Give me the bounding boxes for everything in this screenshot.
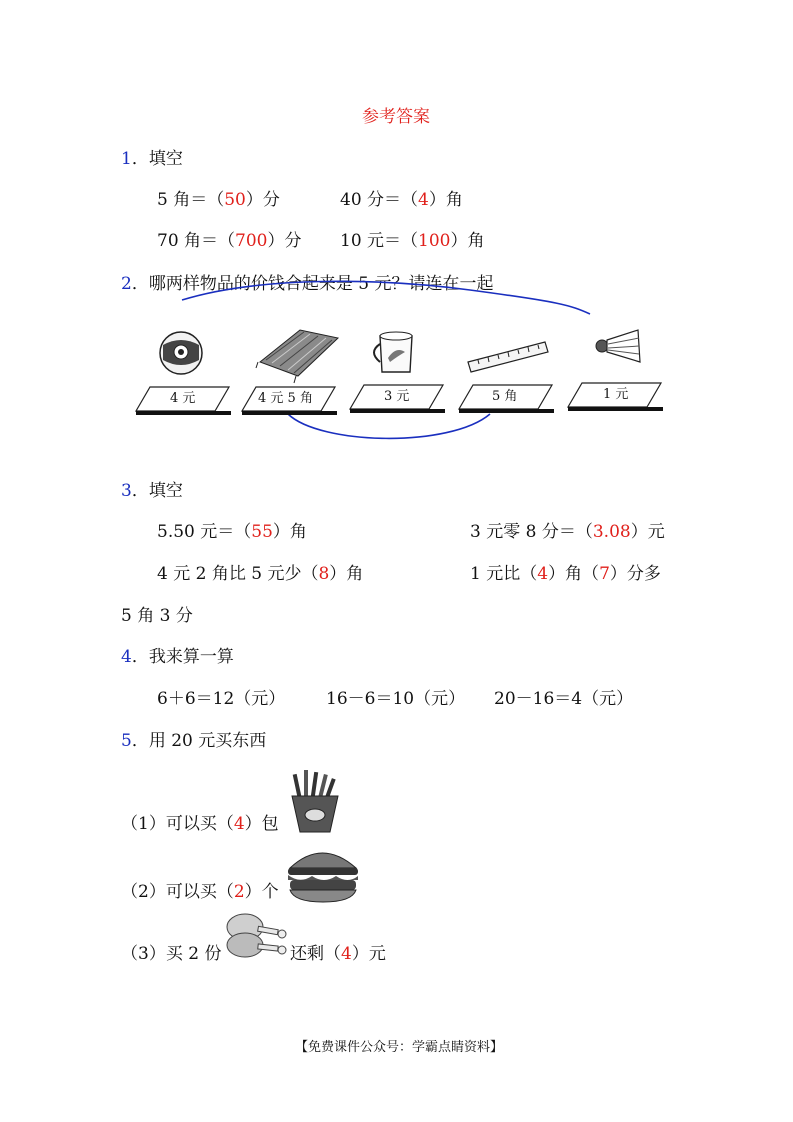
q5-item-1-pre: （1）可以买（ <box>121 814 234 834</box>
q3-number: 3 <box>121 481 132 501</box>
q3-answer-3: 8 <box>318 564 330 584</box>
q3-answer-4a: 4 <box>537 564 549 584</box>
q1-number: 1 <box>121 149 132 169</box>
q3-item-4-pre: 1 元比（ <box>470 564 538 584</box>
q5-item-3 <box>290 946 386 963</box>
fries-icon <box>292 770 338 832</box>
q5-item-3-pre: （3）买 2 份 <box>121 944 222 964</box>
mug-icon <box>374 332 412 372</box>
ruler-icon <box>468 342 548 372</box>
q3-tail: 5 角 3 分 <box>121 606 193 626</box>
q5-item-1 <box>121 816 279 833</box>
q3-item-3-post: ）角 <box>329 564 364 584</box>
q1-heading-text: ．填空 <box>131 149 183 169</box>
q3-item-1-post: ）角 <box>272 522 307 542</box>
q4-number: 4 <box>121 647 132 667</box>
connect-line-top <box>182 281 590 314</box>
q5-item-2-pre: （2）可以买（ <box>121 882 234 902</box>
q4-equation-1: 6＋6＝12（元） <box>157 689 286 709</box>
q5-answer-1: 4 <box>233 814 245 834</box>
q1-item-4-post: ）角 <box>450 231 485 251</box>
q1-item-1-pre: 5 角＝（ <box>157 190 225 210</box>
q5-answer-3: 4 <box>341 944 352 964</box>
chicken-leg-icon <box>227 914 286 957</box>
q5-heading <box>121 733 266 750</box>
ball-icon <box>160 332 202 374</box>
q3-item-2 <box>470 524 665 541</box>
shuttlecock-icon <box>596 330 640 362</box>
q5-answer-2: 2 <box>233 882 245 902</box>
q3-item-3-pre: 4 元 2 角比 5 元少（ <box>157 564 319 584</box>
q1-item-3-post: ）分 <box>267 231 302 251</box>
hamburger-icon <box>288 853 358 902</box>
q4-heading-text: ．我来算一算 <box>131 647 234 667</box>
q3-item-3 <box>157 566 363 583</box>
q1-item-2-post: ）角 <box>428 190 463 210</box>
q1-item-3-pre: 70 角＝（ <box>157 231 236 251</box>
connect-line-bottom <box>288 414 490 438</box>
q3-item-1 <box>157 524 307 541</box>
price-label-5: 1 元 <box>603 387 629 402</box>
q3-heading <box>121 483 183 500</box>
rug-icon <box>256 330 338 383</box>
q1-item-1-post: ）分 <box>245 190 280 210</box>
q1-answer-2: 4 <box>418 190 429 210</box>
q1-answer-3: 700 <box>235 231 268 251</box>
page-title: 参考答案 <box>362 107 430 127</box>
q2-number: 2 <box>121 274 132 294</box>
price-label-1: 4 元 <box>170 391 196 406</box>
q5-item-3-post: ）元 <box>351 944 386 964</box>
q5-item-2 <box>121 884 279 901</box>
q5-number: 5 <box>121 731 132 751</box>
footer-note: 【免费课件公众号：学霸点睛资料】 <box>295 1040 504 1055</box>
q2-heading-text: ．哪两样物品的价钱合起来是 5 元？请连在一起 <box>131 274 494 294</box>
q3-answer-2: 3.08 <box>592 522 631 542</box>
q5-heading-text: ．用 20 元买东西 <box>131 731 267 751</box>
q4-heading <box>121 649 234 666</box>
q3-answer-4b: 7 <box>599 564 610 584</box>
q5-item-2-post: ）个 <box>244 882 279 902</box>
q4-equation-2: 16－6＝10（元） <box>326 689 466 709</box>
q3-answer-1: 55 <box>251 522 273 542</box>
q5-item-1-post: ）包 <box>244 814 279 834</box>
q4-equation-3: 20－16＝4（元） <box>494 689 634 709</box>
q1-item-2-pre: 40 分＝（ <box>340 190 419 210</box>
q1-answer-4: 100 <box>418 231 451 251</box>
q3-heading-text: ．填空 <box>131 481 183 501</box>
q1-item-4-pre: 10 元＝（ <box>340 231 419 251</box>
q3-item-2-pre: 3 元零 8 分＝（ <box>470 522 593 542</box>
q1-answer-1: 50 <box>224 190 246 210</box>
q3-item-2-post: ）元 <box>630 522 665 542</box>
q5-item-3-mid: 还剩（ <box>290 944 341 964</box>
q3-item-1-pre: 5.50 元＝（ <box>157 522 252 542</box>
q3-item-4-mid: ）角（ <box>548 564 600 584</box>
price-label-3: 3 元 <box>384 389 410 404</box>
q3-item-4-post: ）分多 <box>609 564 661 584</box>
price-label-4: 5 角 <box>492 389 518 404</box>
price-label-2: 4 元 5 角 <box>258 391 313 406</box>
q3-item-4 <box>470 566 661 583</box>
